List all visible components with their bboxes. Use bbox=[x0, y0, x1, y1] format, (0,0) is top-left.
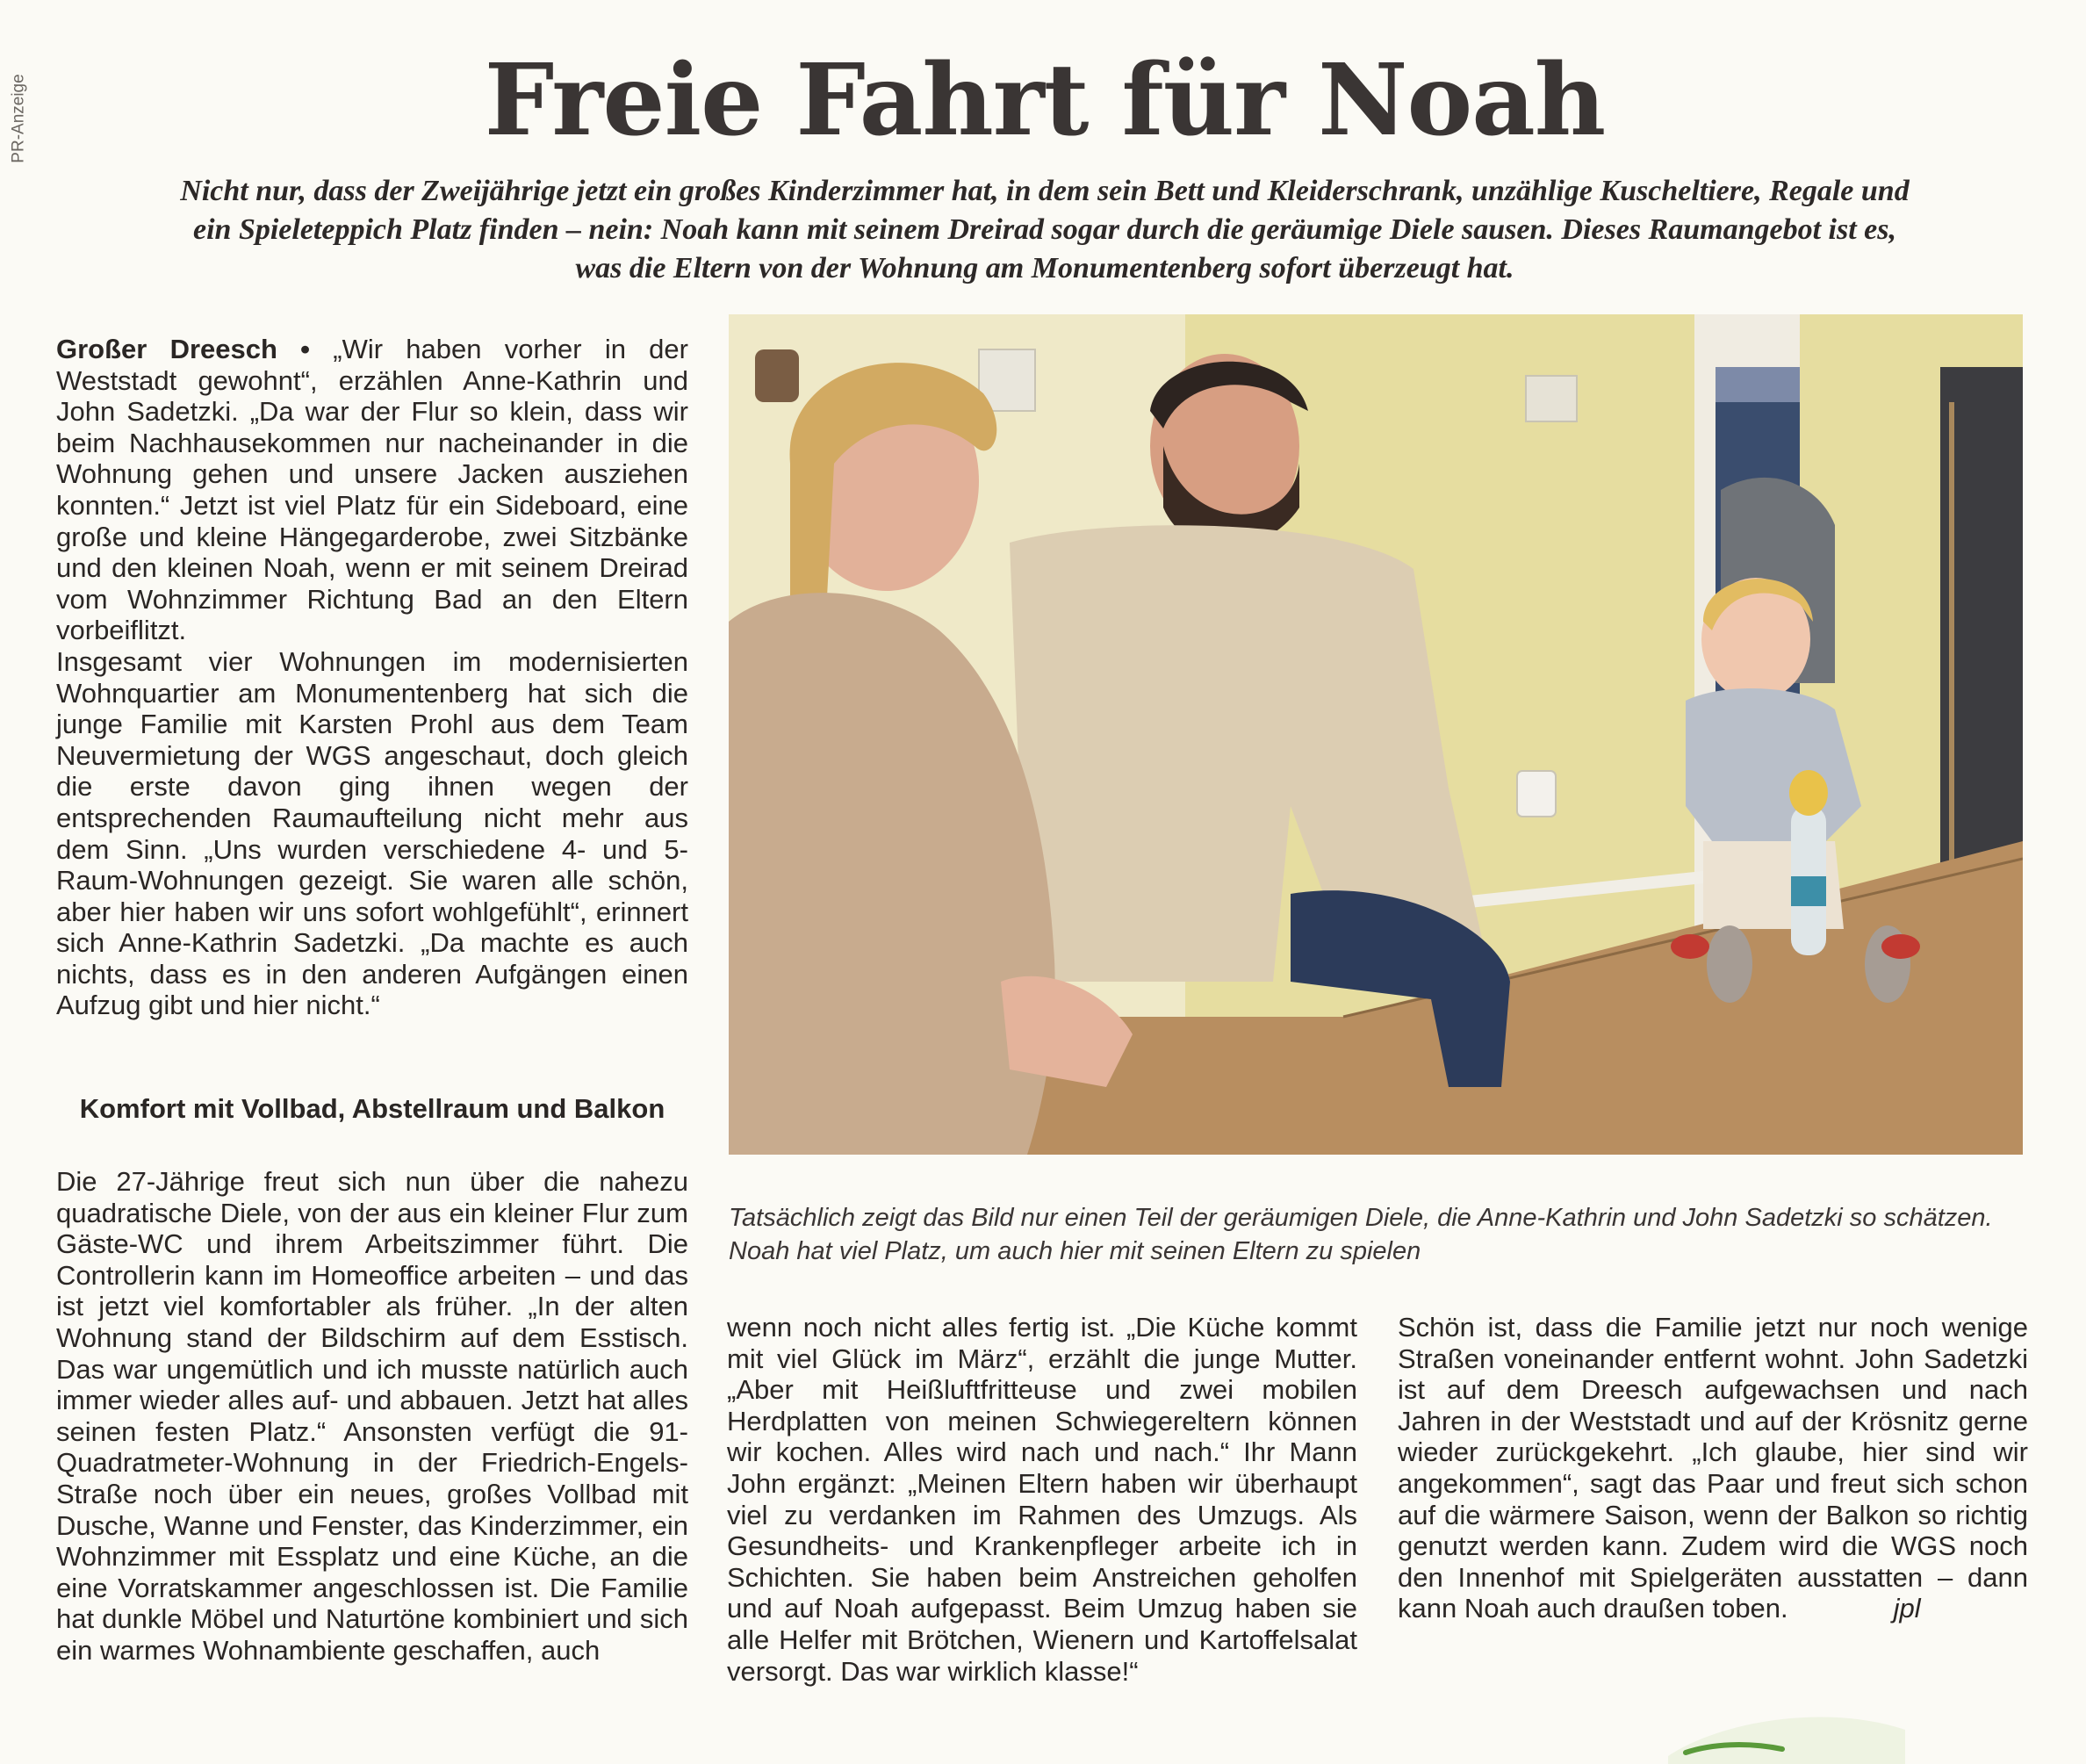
article-column-2 bbox=[727, 1312, 1357, 1687]
photo-illustration bbox=[729, 314, 2023, 1155]
subheading: Komfort mit Vollbad, Abstellraum und Balkon bbox=[79, 1093, 665, 1124]
dateline: Großer Dreesch • bbox=[56, 334, 311, 364]
article-paragraph-2: Insgesamt vier Wohnungen im modernisierten Wohnquartier am Monumentenberg hat sich die junge Familie mit Karsten Prohl aus dem Team Neuvermietung der WGS angeschaut, doch gleich die erste davon ging ihnen wegen der entsprechenden Raumaufteilung nicht mehr aus dem Sinn. „Uns wurden verschiedene 4- und 5-Raum-Wohnungen gezeigt. Sie waren alle schön, aber hier haben wir uns sofort wohlgefühlt“, erinnert sich Anne-Kathrin Sadetzki. „Da machte es auch nichts, dass es in den anderen Aufgängen einen Aufzug gibt und hier nicht.“ bbox=[56, 645, 688, 1021]
pr-anzeige-label bbox=[2, 53, 37, 184]
paragraph-1-text: „Wir haben vorher in der Weststadt gewohnt“, erzählen Anne-Kathrin und John Sadetzki. „Da war der Flur so klein, dass wir beim Nachhausekommen nur nacheinander in die Wohnung gehen und unsere Jacken ausziehen konnten.“ Jetzt ist viel Platz für ein Sideboard, eine große und kleine Hängegarderobe, zwei Sitzbänke und den kleinen Noah, wenn er mit seinem Dreirad vom Wohnzimmer Richtung Bad an den Eltern vorbeiflitzt. bbox=[56, 334, 688, 646]
article-paragraph-1 bbox=[56, 334, 688, 646]
bike-wheel-left bbox=[1707, 925, 1752, 1003]
article-paragraph-4: wenn noch nicht alles fertig ist. „Die Küche kommt mit viel Glück im März“, erzählt die junge Mutter. „Aber mit Heißluftfritteuse und zwei mobilen Herdplatten von meinen Schwiegereltern können wir kochen. Alles wird nach und nach.“ Ihr Mann John ergänzt: „Meinen Eltern haben wir überhaupt viel zu verdanken im Rahmen des Umzugs. Als Gesundheits- und Krankenpfleger arbeite ich in Schichten. Sie haben beim Anstreichen geholfen und auf Noah aufgepasst. Beim Umzug haben sie alle Helfer mit Brötchen, Wienern und Kartoffelsalat versorgt. Das war wirklich klasse!“ bbox=[727, 1312, 1357, 1687]
headline: Freie Fahrt für Noah bbox=[484, 43, 1606, 158]
decorative-swoosh bbox=[1651, 1668, 1914, 1764]
hair-clip bbox=[755, 349, 799, 402]
wall-panel bbox=[1526, 376, 1577, 421]
pr-anzeige-text: PR-Anzeige bbox=[10, 74, 29, 163]
wall-socket bbox=[1517, 771, 1556, 817]
article-paragraph-3: Die 27-Jährige freut sich nun über die nahezu quadratische Diele, von der aus ein kleiner Flur zum Gäste-WC und ihrem Arbeitszimmer führt. Die Controllerin kann im Homeoffice arbeiten – und das ist jetzt viel komfortabler als früher. „In der alten Wohnung stand der Bildschirm auf dem Esstisch. Das war ungemütlich und ich musste natürlich auch immer wieder alles auf- und abbauen. Jetzt hat alles seinen festen Platz.“ Ansonsten verfügt die 91-Quadratmeter-Wohnung in der Friedrich-Engels-Straße noch über ein neues, großes Vollbad mit Dusche, Wanne und Fenster, das Kinderzimmer, ein Wohnzimmer mit Essplatz und eine Küche, an die eine Vorratskammer angeschlossen ist. Die Familie hat dunkle Möbel und Naturtöne kombiniert und sich ein warmes Wohnambiente geschaffen, auch bbox=[56, 1166, 688, 1666]
paragraph-5-text: Schön ist, dass die Familie jetzt nur noch wenige Straßen voneinander entfernt wohnt. John Sadetzki ist auf dem Dreesch aufgewachsen und nach Jahren in der Weststadt und auf der Krösnitz gerne wieder zurückgekehrt. „Ich glaube, hier sind wir angekommen“, sagt das Paar und freut sich schon auf die wärmere Saison, wenn der Balkon so richtig genutzt werden kann. Zudem wird die WGS noch den Innenhof mit Spielgeräten ausstatten – dann kann Noah auch draußen toben. bbox=[1398, 1312, 2028, 1624]
article-photo bbox=[729, 314, 2023, 1155]
article-column-1-top bbox=[56, 334, 688, 1021]
article-paragraph-5 bbox=[1398, 1312, 2028, 1624]
teaser: Nicht nur, dass der Zweijährige jetzt ein großes Kinderzimmer hat, in dem sein Bett und Kleiderschrank, unzählige Kuscheltiere, Regale und ein Spieleteppich Platz finden – nein: Noah kann mit seinem Dreirad sogar durch die geräumige Diele sausen. Dieses Raumangebot ist es, was die Eltern von der Wohnung am Monumentenberg sofort überzeugt hat. bbox=[180, 175, 1910, 284]
article-column-3 bbox=[1398, 1312, 2028, 1624]
author-initials: jpl bbox=[1893, 1593, 1921, 1624]
child-shoe-right bbox=[1881, 934, 1920, 959]
photo-caption: Tatsächlich zeigt das Bild nur einen Teil der geräumigen Diele, die Anne-Kathrin und John Sadetzki so schätzen. Noah hat viel Platz, um auch hier mit seinen Eltern zu spielen bbox=[729, 1204, 1993, 1265]
bike-handle bbox=[1789, 770, 1828, 816]
article-column-1-bottom bbox=[56, 1166, 688, 1667]
child-shoe-left bbox=[1671, 934, 1709, 959]
child-sweater bbox=[1686, 688, 1861, 841]
